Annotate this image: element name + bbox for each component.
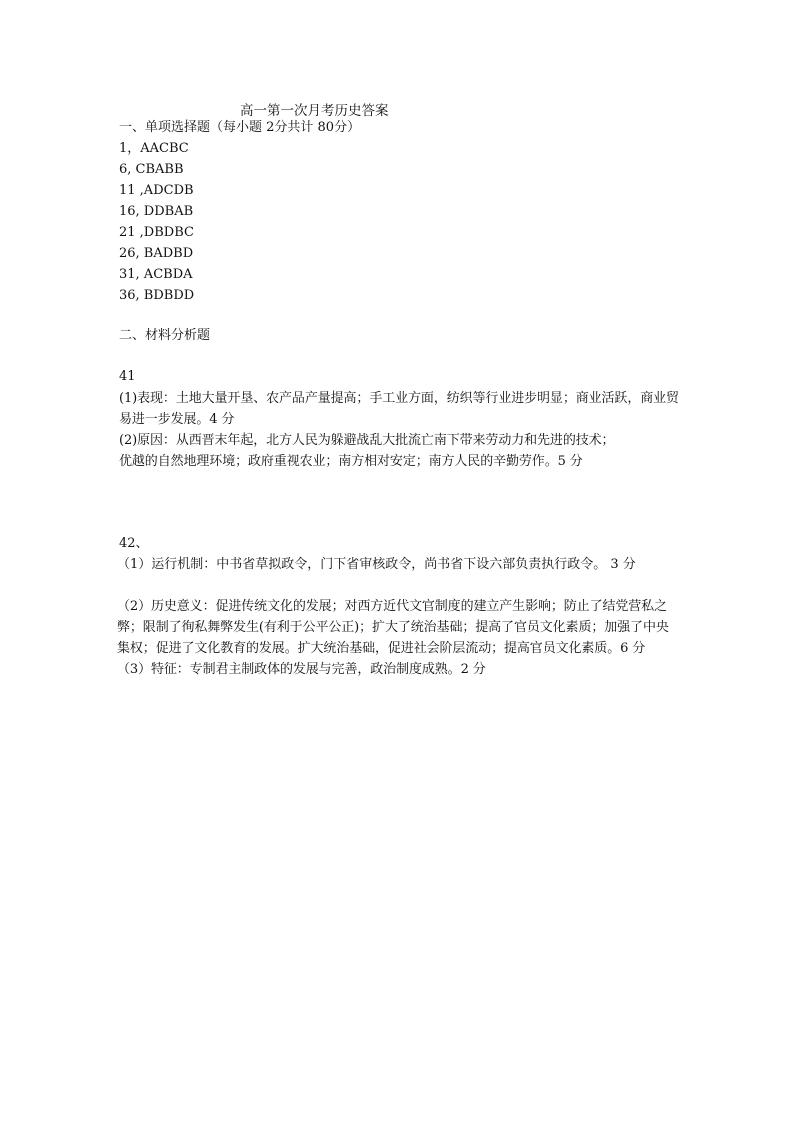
page-title: 高一第一次月考历史答案 <box>240 103 389 119</box>
q41-part1: (1)表现：土地大量开垦、农产品产量提高；手工业方面，纺织等行业进步明显；商业活跃，商业贸易进一步发展。4 分 <box>119 391 679 427</box>
question-number: 42、 <box>119 536 149 551</box>
answer-line: 21 ,DBDBC <box>119 225 194 240</box>
answer-line: 26, BADBD <box>119 246 194 261</box>
q42-part3: （3）特征：专制君主制政体的发展与完善，政治制度成熟。2 分 <box>117 662 486 677</box>
q41-part3: 优越的自然地理环境；政府重视农业；南方相对安定；南方人民的辛勤劳作。5 分 <box>119 454 583 469</box>
q42-part2: （2）历史意义：促进传统文化的发展；对西方近代文官制度的建立产生影响；防止了结党营私之弊；限制了徇私舞弊发生(有利于公平公正)；扩大了统治基础；提高了官员文化素质；加强了中央集权；促进了文化教育的发展。扩大统治基础，促进社会阶层流动；提高官员文化素质。6 分 <box>117 599 669 656</box>
section1-heading: 一、单项选择题（每小题 2分共计 80分） <box>119 120 361 135</box>
question-42-part1-block <box>117 554 679 575</box>
answer-line: 11 ,ADCDB <box>119 183 194 198</box>
question-41-answer <box>119 388 679 472</box>
answer-line: 6, CBABB <box>119 162 184 177</box>
answer-line: 1，AACBC <box>119 141 189 156</box>
q42-part1: （1）运行机制：中书省草拟政令，门下省审核政令，尚书省下设六部负责执行政令。 3 分 <box>117 557 636 572</box>
section2-heading: 二、材料分析题 <box>119 328 211 343</box>
question-42-part2-block <box>117 596 679 680</box>
answer-line: 31, ACBDA <box>119 267 193 282</box>
q41-part2: (2)原因：从西晋末年起，北方人民为躲避战乱大批流亡南下带来劳动力和先进的技术； <box>119 433 615 448</box>
question-number: 41 <box>119 369 136 384</box>
answer-line: 36, BDBDD <box>119 288 195 303</box>
answer-line: 16, DDBAB <box>119 204 194 219</box>
